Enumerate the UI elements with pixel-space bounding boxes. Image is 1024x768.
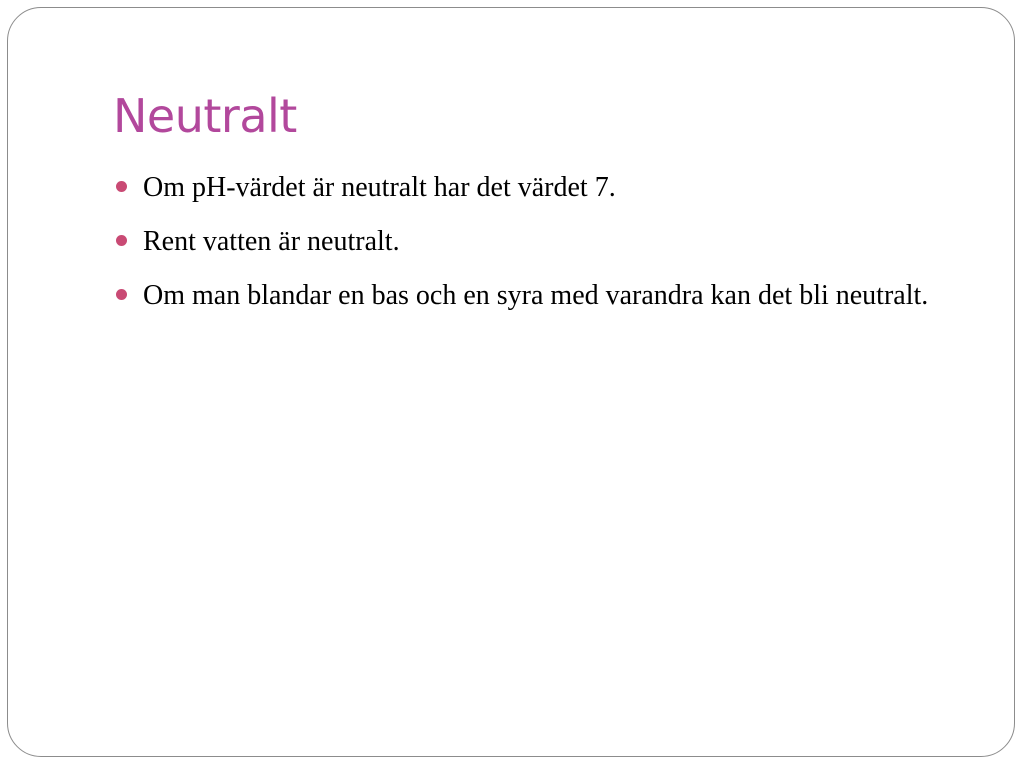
bullet-text: Rent vatten är neutralt. — [143, 226, 400, 257]
bullet-item — [113, 274, 973, 318]
bullet-dot-icon — [116, 181, 127, 192]
bullet-text: Om pH-värdet är neutralt har det värdet 7. — [143, 172, 616, 203]
slide-title: Neutralt — [113, 89, 297, 143]
bullet-list — [113, 166, 973, 328]
bullet-dot-icon — [116, 289, 127, 300]
bullet-item — [113, 220, 973, 264]
bullet-dot-icon — [116, 235, 127, 246]
bullet-item — [113, 166, 973, 210]
bullet-text: Om man blandar en bas och en syra med varandra kan det bli neutralt. — [143, 280, 929, 311]
